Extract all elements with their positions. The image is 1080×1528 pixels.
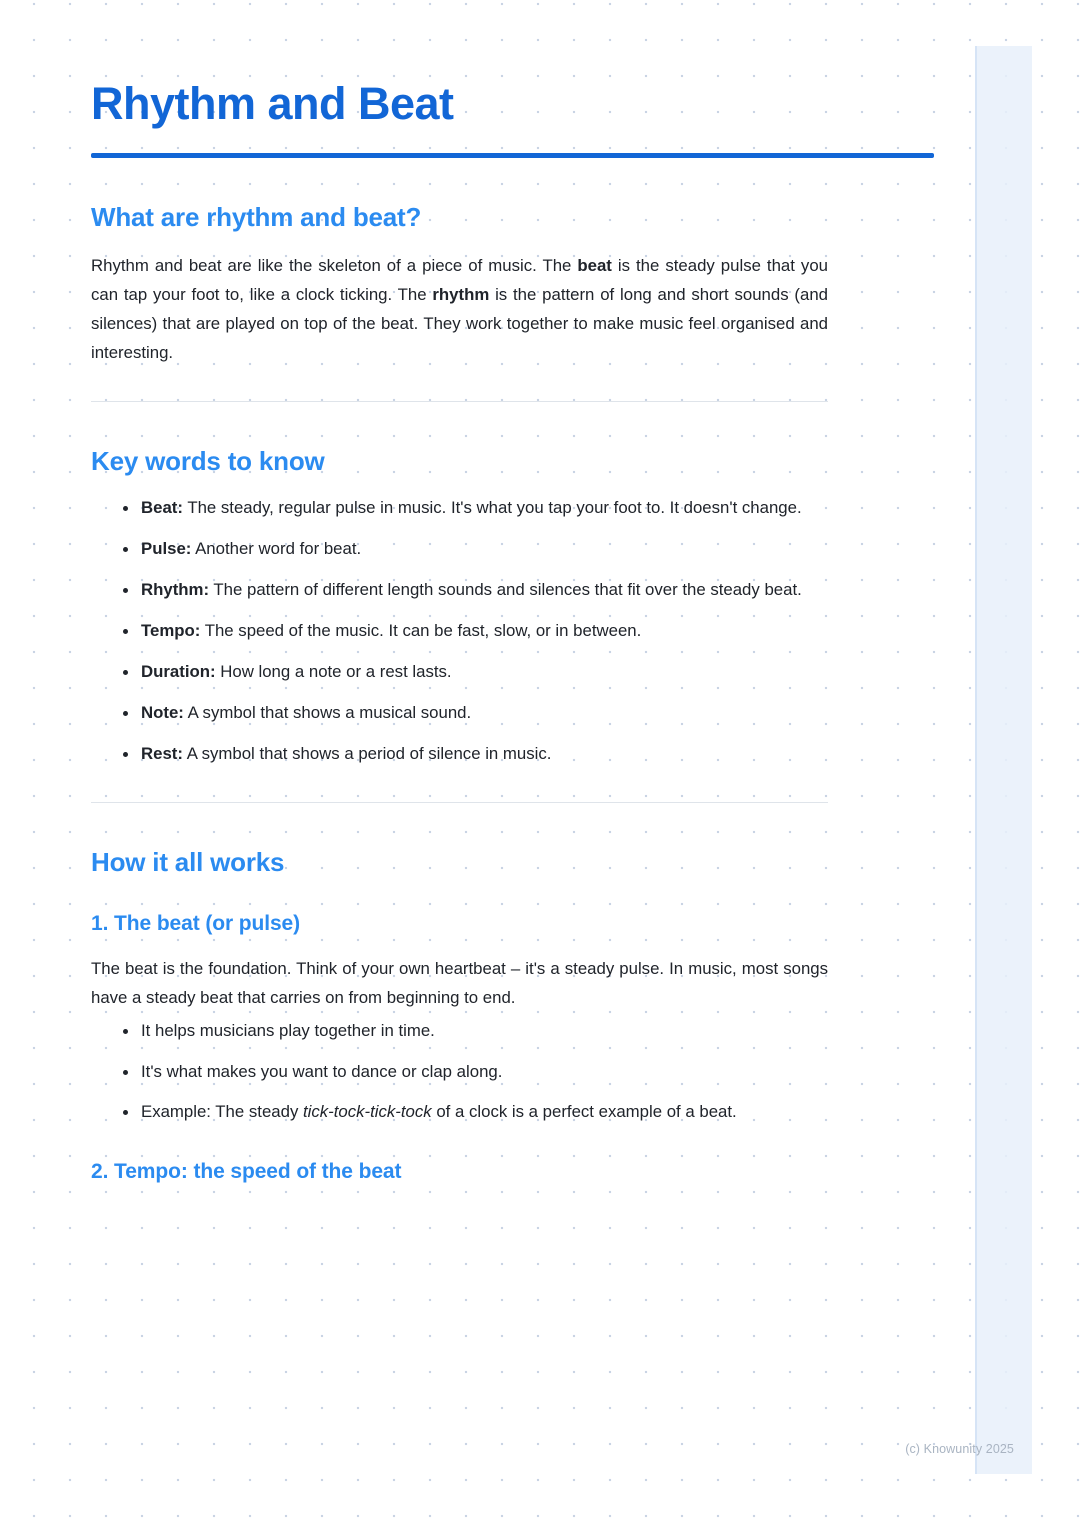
key-word-definition: The speed of the music. It can be fast, slow, or in between. [200, 621, 642, 641]
section-heading-key-words-to-know: Key words to know [91, 446, 325, 477]
copyright-notice: (c) Knowunity 2025 [905, 1442, 1014, 1456]
bullet-text: It helps musicians play together in time. [141, 1020, 435, 1040]
key-word-definition: A symbol that shows a musical sound. [183, 702, 472, 722]
intro-paragraph [91, 251, 828, 367]
section-divider-1 [91, 401, 828, 402]
beat-paragraph: The beat is the foundation. Think of your own heartbeat – it's a steady pulse. In music, most songs have a steady beat that carries on from beginning to end. [91, 958, 828, 1007]
key-word-term: Note: [141, 702, 184, 722]
intro-text-part-3: is the steady pulse that you can tap your foot to, like a clock ticking. The [91, 256, 828, 305]
key-word-term: Rest: [141, 743, 183, 763]
section-heading-how-it-all-works: How it all works [91, 846, 285, 877]
subsection-heading-tempo-the-speed-of-the-beat: 2. Tempo: the speed of the beat [91, 1160, 402, 1184]
key-words-list [91, 495, 828, 767]
intro-text-part-2: beat [577, 256, 612, 276]
subsection-heading-the-beat-or-pulse: 1. The beat (or pulse) [91, 911, 300, 935]
key-word-definition: The pattern of different length sounds and silences that fit over the steady beat. [209, 580, 802, 600]
intro-text-part-5: is the pattern of long and short sounds (and silences) that are played on top of the beat. They work together to make music feel organised and interesting. [91, 285, 828, 363]
title-underline [91, 153, 934, 158]
key-word-term: Beat: [141, 498, 183, 518]
key-word-term: Pulse: [141, 539, 192, 559]
intro-text-part-1: Rhythm and beat are like the skeleton of a piece of music. The [91, 256, 578, 276]
key-word-term: Rhythm: [141, 580, 210, 600]
list-item [125, 659, 828, 686]
list-item [125, 495, 828, 522]
key-word-definition: How long a note or a rest lasts. [215, 661, 452, 681]
list-item [125, 618, 828, 645]
page-title: Rhythm and Beat [91, 78, 454, 129]
key-word-definition: Another word for beat. [191, 539, 362, 559]
key-word-term: Duration: [141, 661, 216, 681]
list-item [125, 1099, 828, 1126]
list-item [125, 536, 828, 563]
intro-text-part-4: rhythm [432, 285, 490, 305]
bullet-text: It's what makes you want to dance or clap along. [141, 1061, 503, 1081]
list-item [125, 1059, 828, 1086]
key-word-term: Tempo: [141, 621, 201, 641]
section-heading-what-are-rhythm-and-beat: What are rhythm and beat? [91, 202, 422, 233]
list-item [125, 741, 828, 768]
right-margin-panel [975, 46, 1032, 1474]
list-item [125, 577, 828, 604]
document-content [91, 80, 828, 1202]
beat-bullet-list [91, 1018, 828, 1127]
key-word-definition: A symbol that shows a period of silence in music. [182, 743, 552, 763]
bullet-text-post: of a clock is a perfect example of a beat. [431, 1102, 737, 1122]
list-item [125, 1018, 828, 1045]
bullet-text-italic: tick-tock-tick-tock [303, 1102, 432, 1122]
section-divider-2 [91, 802, 828, 803]
list-item [125, 700, 828, 727]
key-word-definition: The steady, regular pulse in music. It's what you tap your foot to. It doesn't change. [182, 498, 802, 518]
bullet-text: Example: The steady [141, 1102, 303, 1122]
